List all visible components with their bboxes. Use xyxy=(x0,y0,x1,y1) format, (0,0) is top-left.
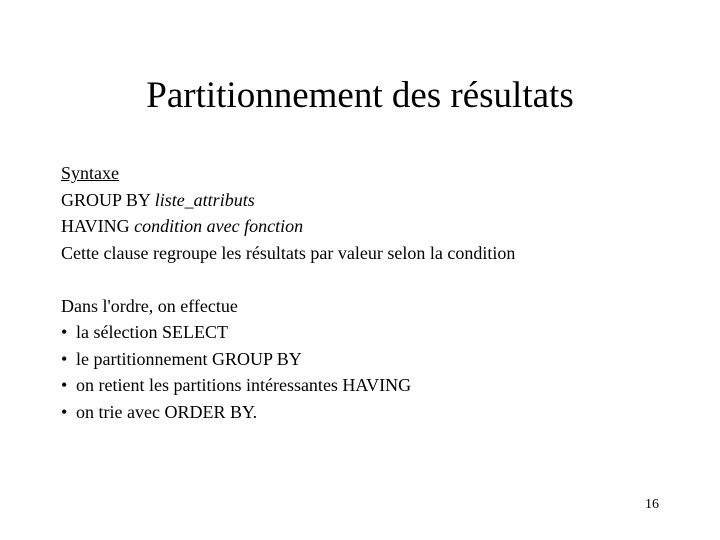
having-argument: condition avec fonction xyxy=(134,216,304,236)
steps-list xyxy=(61,319,681,425)
paragraph-spacer xyxy=(61,266,681,293)
syntax-heading: Syntaxe xyxy=(61,163,119,183)
order-intro: Dans l'ordre, on effectue xyxy=(61,295,238,316)
list-item xyxy=(61,399,681,426)
group-by-line xyxy=(61,187,681,214)
list-item xyxy=(61,319,681,346)
bullet-icon: • xyxy=(61,401,68,422)
group-by-keyword: GROUP BY xyxy=(61,189,151,210)
page-number: 16 xyxy=(645,497,659,512)
clause-description: Cette clause regroupe les résultats par valeur selon la condition xyxy=(61,242,516,263)
list-item-text: le partitionnement GROUP BY xyxy=(76,348,302,369)
list-item-text: on trie avec ORDER BY. xyxy=(76,401,258,422)
bullet-icon: • xyxy=(61,322,68,342)
slide-body xyxy=(61,160,681,425)
slide-title: Partitionnement des résultats xyxy=(146,75,574,116)
group-by-argument: liste_attributs xyxy=(154,189,255,210)
list-item-text: on retient les partitions intéressantes HAVING xyxy=(76,375,412,395)
list-item xyxy=(61,372,681,399)
bullet-icon: • xyxy=(61,348,68,369)
list-item xyxy=(61,346,681,373)
bullet-icon: • xyxy=(61,375,68,395)
having-keyword: HAVING xyxy=(61,216,130,236)
having-line xyxy=(61,213,681,240)
list-item-text: la sélection SELECT xyxy=(76,322,228,342)
